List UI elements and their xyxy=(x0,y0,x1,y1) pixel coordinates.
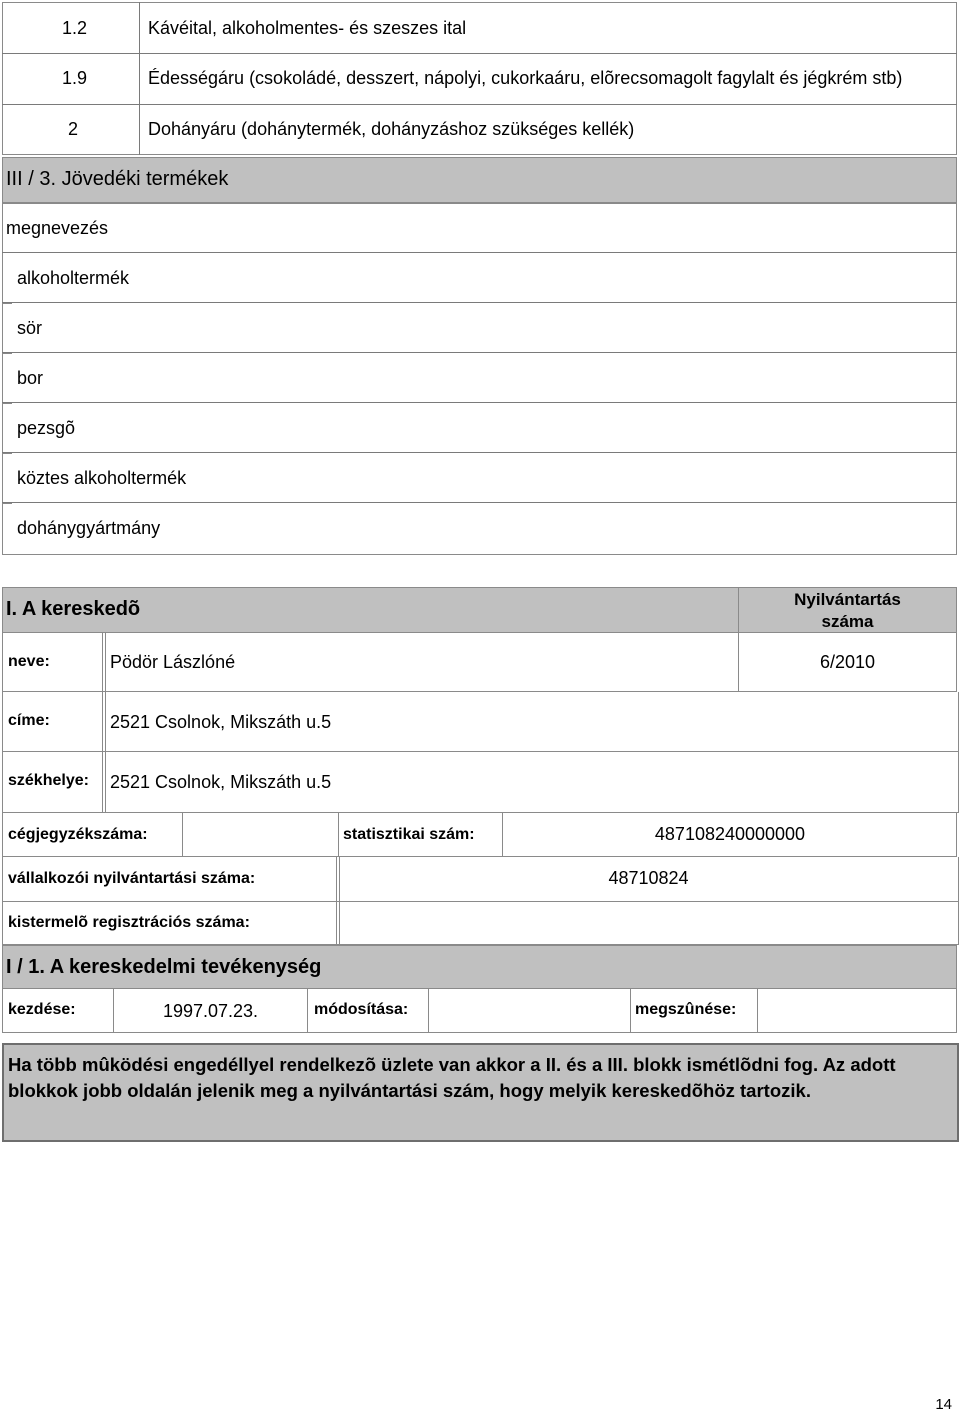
seat-label: székhelye: xyxy=(8,772,89,789)
end-label: megszûnése: xyxy=(635,1001,737,1018)
start-label: kezdése: xyxy=(8,1001,76,1018)
name-value: Pödör Lászlóné xyxy=(110,652,236,672)
name-label: neve: xyxy=(8,653,50,670)
excise-item: pezsgõ xyxy=(17,418,76,438)
excise-item: dohánygyártmány xyxy=(17,518,161,538)
section-title: III / 3. Jövedéki termékek xyxy=(6,168,229,190)
excise-item: bor xyxy=(17,368,44,388)
section-title: I / 1. A kereskedelmi tevékenység xyxy=(6,956,322,978)
company-reg-label: cégjegyzékszáma: xyxy=(8,826,148,843)
seat-value: 2521 Csolnok, Mikszáth u.5 xyxy=(110,772,332,792)
row-text: Kávéital, alkoholmentes- és szeszes ital xyxy=(148,18,467,38)
excise-item: alkoholtermék xyxy=(17,268,130,288)
modify-label: módosítása: xyxy=(314,1001,409,1018)
address-label: címe: xyxy=(8,712,50,729)
excise-item: köztes alkoholtermék xyxy=(17,468,187,488)
note-text: Ha több mûködési engedéllyel rendelkezõ üzlete van akkor a II. és a III. blokk ismétlõdni fog. Az adott blokkok jobb oldalán jelenik meg a nyilvántartási szám, hogy melyik kereskedõhöz tartozik. xyxy=(8,1054,896,1101)
excise-item: sör xyxy=(17,318,43,338)
reg-number-header-2: száma xyxy=(821,612,874,631)
row-code: 1.2 xyxy=(62,18,88,38)
address-value: 2521 Csolnok, Mikszáth u.5 xyxy=(110,712,332,732)
page-number: 14 xyxy=(935,1396,952,1413)
row-text: Dohányáru (dohánytermék, dohányzáshoz szükséges kellék) xyxy=(148,119,635,139)
checkbox-mark xyxy=(3,353,12,354)
stat-label: statisztikai szám: xyxy=(343,826,475,843)
row-text: Édességáru (csokoládé, desszert, nápolyi, cukorkaáru, elõrecsomagolt fagylalt és jégkrém stb) xyxy=(148,68,903,88)
stat-value: 487108240000000 xyxy=(654,824,806,844)
checkbox-mark xyxy=(3,503,12,504)
start-value: 1997.07.23. xyxy=(162,1001,259,1021)
row-code: 2 xyxy=(68,119,79,139)
reg-number-header: Nyilvántartás xyxy=(794,590,901,609)
entrepreneur-value: 48710824 xyxy=(608,868,689,888)
entrepreneur-label: vállalkozói nyilvántartási száma: xyxy=(8,870,256,887)
section-title: I. A kereskedõ xyxy=(6,598,141,620)
checkbox-mark xyxy=(3,453,12,454)
checkbox-mark xyxy=(3,303,12,304)
row-code: 1.9 xyxy=(62,68,88,88)
checkbox-mark xyxy=(3,403,12,404)
column-header-name: megnevezés xyxy=(6,218,109,238)
smallholder-label: kistermelõ regisztrációs száma: xyxy=(8,914,250,931)
reg-number: 6/2010 xyxy=(819,652,876,672)
